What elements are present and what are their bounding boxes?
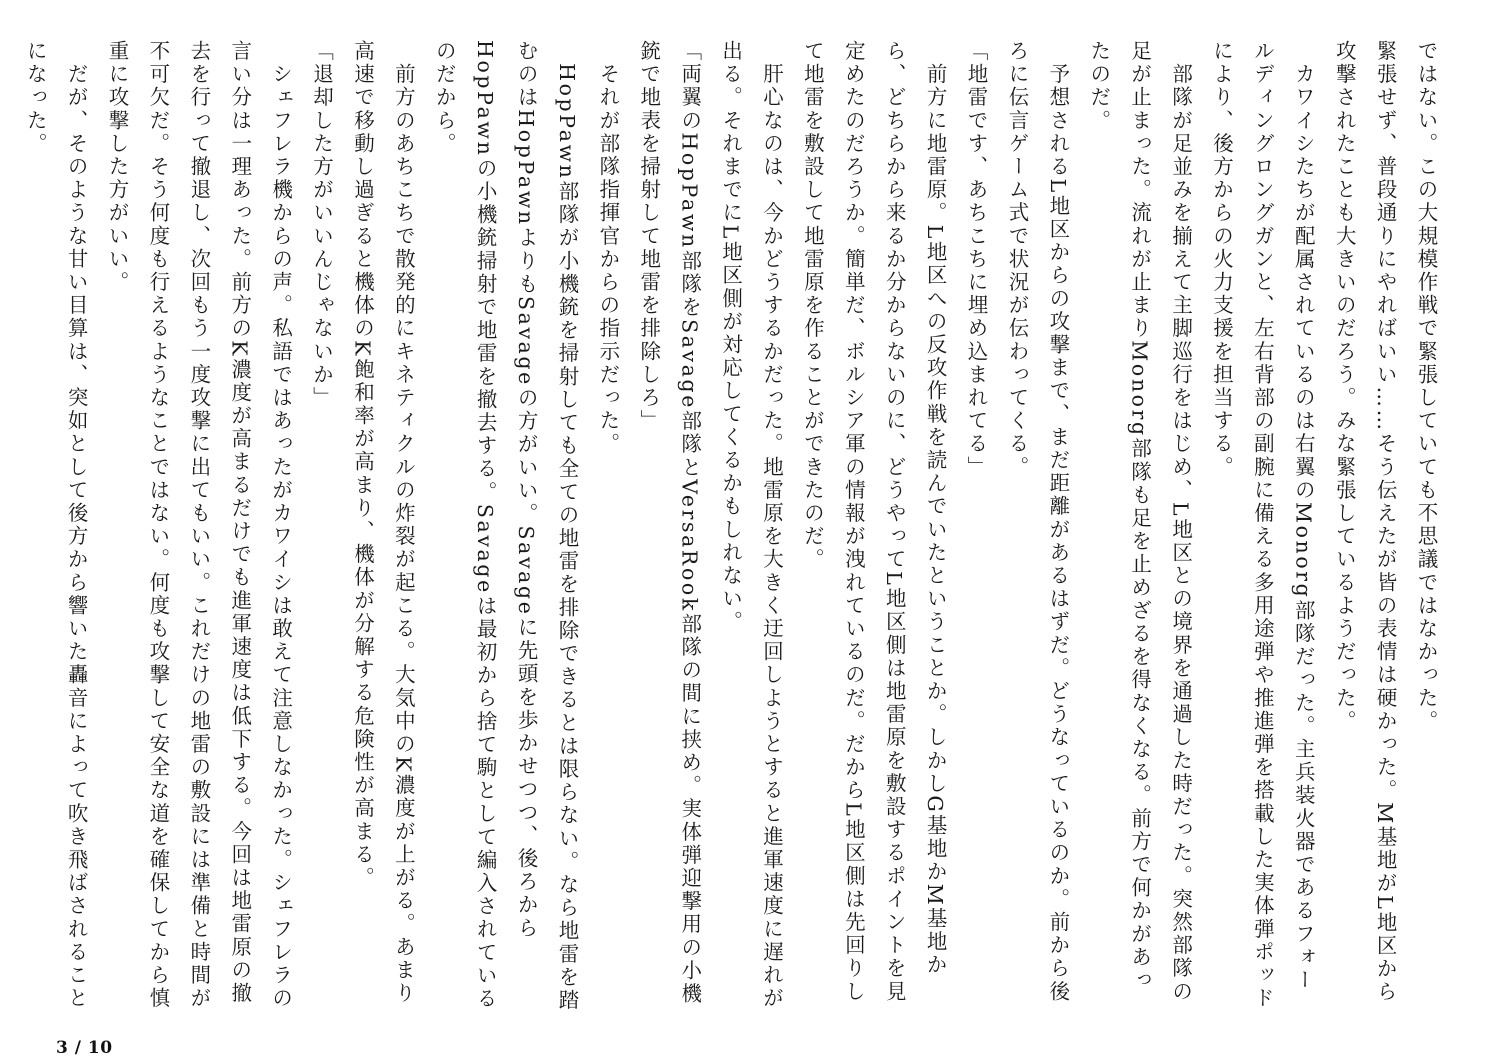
paragraph: ではない。この大規模作戦で緊張していても不思議ではなかった。: [1414, 40, 1438, 733]
page-number: 3 / 10: [56, 1038, 113, 1058]
paragraph: 肝心なのは、今かどうするかだった。地雷原を大きく迂回しようとすると進軍速度に遅れが出る。それまでにL地区側が対応してくるかもしれない。: [718, 40, 784, 1011]
paragraph: だが、そのような甘い目算は、突如として後方から響いた轟音によって吹き飛ばされることになった。: [23, 40, 89, 1011]
paragraph: HopPawn部隊が小機銃を掃射しても全ての地雷を排除できるとは限らない。なら地雷を踏むのはHopPawnよりもSavageの方がいい。Savageに先頭を歩かせつつ、後ろからHopPawnの小機銃掃射で地雷を撤去する。Savageは最初から捨て駒として編入されているのだから。: [432, 40, 579, 1013]
paragraph: カワイシたちが配属されているのは右翼のMonorg部隊だった。主兵装火器であるフォールディングロングガンと、左右背部の副腕に備える多用途弾や推進弾を搭載した実体弾ポッドにより、後方からの火力支援を担当する。: [1209, 40, 1316, 1011]
paragraph: 「退却した方がいいんじゃないか」: [309, 40, 334, 410]
paragraph: シェフレラ機からの声。私語ではあったがカワイシは敢えて注意しなかった。シェフレラの言い分は一理あった。前方のK濃度が高まるだけでも進軍速度は低下する。今回は地雷原の撤去を行って撤退し、次回もう一度攻撃に出てもいい。これだけの地雷の敷設には準備と時間が不可欠だ。そう何度も行えるようなことではない。何度も攻撃して安全な道を確保してから慎重に攻撃した方がいい。: [105, 40, 293, 1011]
paragraph: 「地雷です、あちこちに埋め込まれてる」: [964, 40, 989, 479]
paragraph: 緊張せず、普段通りにやればいい……そう伝えたが皆の表情は硬かった。M基地がL地区から攻撃されたことも大きいのだろう。みな緊張しているようだった。: [1332, 40, 1398, 1004]
paragraph: 部隊が足並みを揃えて主脚巡行をはじめ、L地区との境界を通過した時だった。突然部隊の足が止まった。流れが止まりMonorg部隊も足を止めざるを得なくなる。前方で何かがあったのだ。: [1086, 40, 1193, 1004]
paragraph: 前方のあちこちで散発的にキネティクルの炸裂が起こる。大気中のK濃度が上がる。あまり高速で移動し過ぎると機体のK飽和率が高まり、機体が分解する危険性が高まる。: [350, 40, 416, 1006]
paragraph: それが部隊指揮官からの指示だった。: [595, 40, 620, 456]
paragraph: 前方に地雷原。L地区への反攻作戦を読んでいたということか。しかしG基地かM基地から、どちらから来るか分からないのに、どうやってL地区側は地雷原を敷設するポイントを見定めたのだろうか。簡単だ、ボルシア軍の情報が洩れているのだ。だからL地区側は先回りして地雷を敷設して地雷原を作ることができたのだ。: [800, 40, 948, 1004]
paragraph: 「両翼のHopPawn部隊をSavage部隊とVersaRook部隊の間に挟め。実体弾迎撃用の小機銃で地表を掃射して地雷を排除しろ」: [636, 40, 702, 1006]
vertical-text-body: [23, 40, 1446, 1015]
paragraph: 予想されるL地区からの攻撃まで、まだ距離があるはずだ。どうなっているのか。前から後ろに伝言ゲーム式で状況が伝わってくる。: [1004, 40, 1070, 1004]
